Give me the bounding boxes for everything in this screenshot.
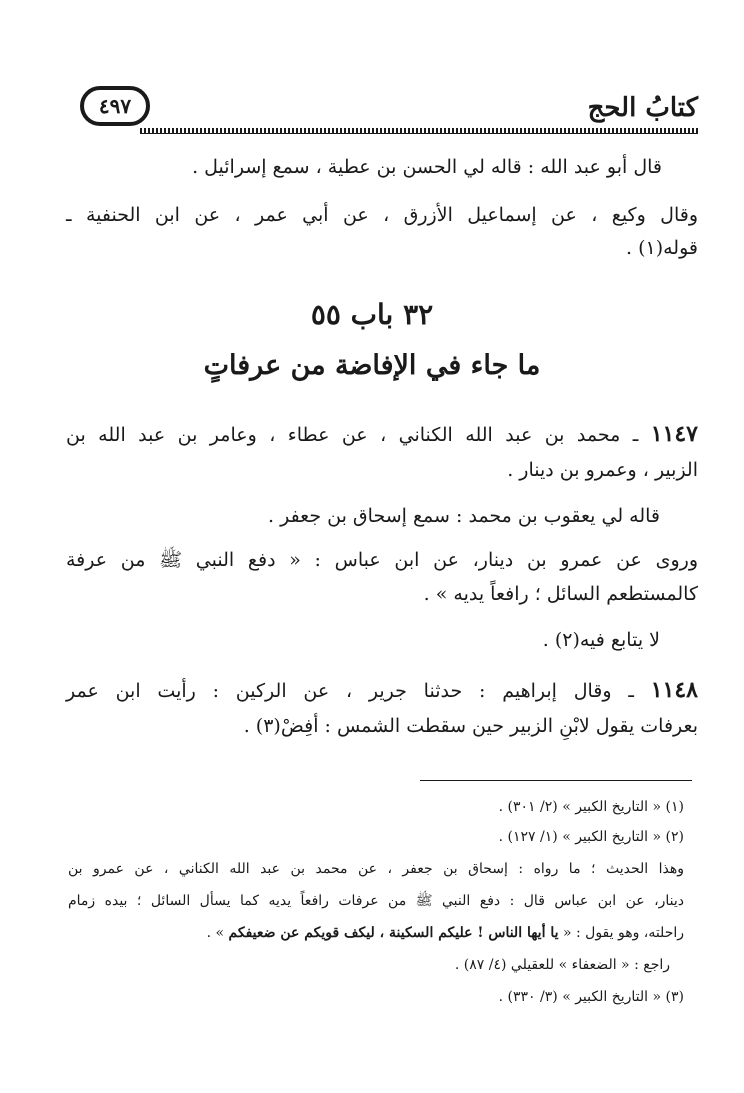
paragraph-3: قاله لي يعقوب بن محمد : سمع إسحاق بن جعفر . [268,505,660,527]
footnote-2-note-line-2: دينار، عن ابن عباس قال : دفع النبي ﷺ من عرفات رافعاً يديه كما يسأل السائل ؛ بيده زمام [68,893,684,909]
footnote-text: » . [206,925,225,941]
footnote-2-note-line-3 [207,922,684,944]
hadith-number: ١١٤٨ [650,677,698,703]
footnote-2-note-line-1: وهذا الحديث ؛ ما رواه : إسحاق بن جعفر ، عن محمد بن عبد الله الكناني ، عن عمرو بن [68,861,684,877]
footnote-3: (٣) « التاريخ الكبير » (٣/ ٣٣٠) . [498,989,684,1005]
header-rule [140,128,698,134]
page-number: ٤٩٧ [80,86,150,126]
chapter-title: ما جاء في الإفاضة من عرفاتٍ [203,350,541,381]
chapter-number: ٣٢ باب ٥٥ [310,298,434,331]
footnote-1: (١) « التاريخ الكبير » (٢/ ٣٠١) . [498,799,684,815]
footnote-2: (٢) « التاريخ الكبير » (١/ ١٢٧) . [498,829,684,845]
hadith-1147-line-1 [66,420,698,449]
paragraph-4-line-1: وروى عن عمرو بن دينار، عن ابن عباس : « دفع النبي ﷺ من عرفة [66,549,698,571]
footnote-text: راحلته، وهو يقول : « [562,925,684,941]
hadith-number: ١١٤٧ [650,421,698,447]
paragraph-2-line-1: وقال وكيع ، عن إسماعيل الأزرق ، عن أبي عمر ، عن ابن الحنفية ـ [66,204,698,226]
hadith-1147-line-2: الزبير ، وعمرو بن دينار . [507,459,698,481]
footnote-separator [420,780,692,781]
footnote-2-note-line-4: راجع : « الضعفاء » للعقيلي (٤/ ٨٧) . [454,957,670,973]
hadith-text: ـ محمد بن عبد الله الكناني ، عن عطاء ، وعامر بن عبد الله بن [66,424,639,446]
hadith-quote: يا أيها الناس ! عليكم السكينة ، ليكف قويكم عن ضعيفكم [228,925,559,941]
paragraph-1: قال أبو عبد الله : قاله لي الحسن بن عطية ، سمع إسرائيل . [192,156,662,178]
book-title: كتابُ الحج [587,93,698,123]
paragraph-2-line-2: قوله(١) . [625,237,698,259]
hadith-text: ـ وقال إبراهيم : حدثنا جرير ، عن الركين : رأيت ابن عمر [66,680,634,702]
paragraph-4-line-2: كالمستطعم السائل ؛ رافعاً يديه » . [423,583,698,605]
hadith-1148-line-2: بعرفات يقول لابْنِ الزبير حين سقطت الشمس : أفِضْ(٣) . [243,715,698,737]
hadith-1148-line-1 [66,676,698,705]
paragraph-5: لا يتابع فيه(٢) . [542,629,660,651]
